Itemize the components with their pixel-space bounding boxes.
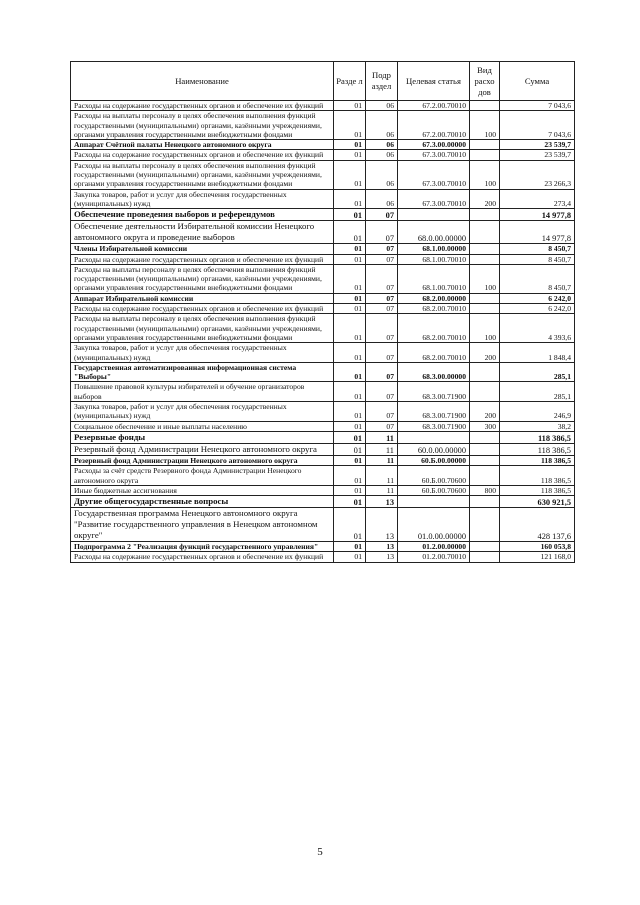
row-amount: 6 242,0 bbox=[500, 304, 575, 314]
row-section: 01 bbox=[334, 304, 366, 314]
table-row bbox=[71, 264, 575, 293]
row-target: 01.2.00.70010 bbox=[398, 552, 470, 562]
row-subsection: 06 bbox=[366, 189, 398, 209]
table-row bbox=[71, 160, 575, 189]
row-section: 01 bbox=[334, 466, 366, 486]
row-amount: 14 977,8 bbox=[500, 221, 575, 244]
row-name: Члены Избирательной комиссии bbox=[71, 244, 334, 254]
row-name: Расходы на содержание государственных органов и обеспечение их функций bbox=[71, 304, 334, 314]
row-subsection: 06 bbox=[366, 140, 398, 150]
table-row bbox=[71, 542, 575, 552]
row-target: 68.3.00.00000 bbox=[398, 362, 470, 382]
row-target: 67.3.00.70010 bbox=[398, 150, 470, 160]
header-subsection: Подр аздел bbox=[366, 62, 398, 101]
row-target: 68.3.00.71900 bbox=[398, 421, 470, 431]
row-expense-type bbox=[470, 496, 500, 508]
row-name: Обеспечение проведения выборов и референдумов bbox=[71, 209, 334, 221]
row-section: 01 bbox=[334, 221, 366, 244]
table-row bbox=[71, 244, 575, 254]
row-target: 68.3.00.71900 bbox=[398, 402, 470, 422]
header-section: Разде л bbox=[334, 62, 366, 101]
row-expense-type bbox=[470, 508, 500, 542]
page-number: 5 bbox=[317, 846, 323, 858]
table-header-row bbox=[71, 62, 575, 101]
row-amount: 160 053,8 bbox=[500, 542, 575, 552]
row-subsection: 06 bbox=[366, 150, 398, 160]
table-row bbox=[71, 443, 575, 455]
row-target: 68.0.00.00000 bbox=[398, 221, 470, 244]
row-subsection: 06 bbox=[366, 101, 398, 111]
row-section: 01 bbox=[334, 431, 366, 443]
row-section: 01 bbox=[334, 293, 366, 303]
row-expense-type bbox=[470, 362, 500, 382]
row-subsection: 07 bbox=[366, 244, 398, 254]
row-expense-type: 200 bbox=[470, 343, 500, 363]
row-name: Резервные фонды bbox=[71, 431, 334, 443]
row-section: 01 bbox=[334, 496, 366, 508]
row-expense-type bbox=[470, 455, 500, 465]
row-amount: 8 450,7 bbox=[500, 264, 575, 293]
row-target: 68.1.00.70010 bbox=[398, 254, 470, 264]
row-section: 01 bbox=[334, 150, 366, 160]
row-expense-type: 300 bbox=[470, 421, 500, 431]
header-name: Наименование bbox=[71, 62, 334, 101]
table-row bbox=[71, 552, 575, 562]
row-section: 01 bbox=[334, 485, 366, 495]
row-section: 01 bbox=[334, 455, 366, 465]
table-row bbox=[71, 150, 575, 160]
row-name: Повышение правовой культуры избирателей и обучение организаторов выборов bbox=[71, 382, 334, 402]
row-name: Расходы на содержание государственных органов и обеспечение их функций bbox=[71, 150, 334, 160]
row-expense-type bbox=[470, 466, 500, 486]
row-subsection: 07 bbox=[366, 254, 398, 264]
row-name: Расходы на содержание государственных органов и обеспечение их функций bbox=[71, 254, 334, 264]
row-subsection: 07 bbox=[366, 221, 398, 244]
table-body bbox=[71, 101, 575, 563]
table-row bbox=[71, 431, 575, 443]
row-section: 01 bbox=[334, 254, 366, 264]
row-target: 68.3.00.71900 bbox=[398, 382, 470, 402]
row-expense-type bbox=[470, 101, 500, 111]
row-amount: 6 242,0 bbox=[500, 293, 575, 303]
table-row bbox=[71, 362, 575, 382]
table-row bbox=[71, 485, 575, 495]
row-expense-type bbox=[470, 304, 500, 314]
row-target: 68.1.00.70010 bbox=[398, 264, 470, 293]
row-section: 01 bbox=[334, 314, 366, 343]
row-expense-type bbox=[470, 431, 500, 443]
row-amount: 118 386,5 bbox=[500, 431, 575, 443]
row-target: 67.2.00.70010 bbox=[398, 111, 470, 140]
row-name: Расходы на выплаты персоналу в целях обеспечения выполнения функций государственными (муниципальными) органами, казёнными учреждениями, органами управления государственными внебюджетными фондами bbox=[71, 314, 334, 343]
row-target: 68.2.00.70010 bbox=[398, 314, 470, 343]
row-amount: 246,9 bbox=[500, 402, 575, 422]
row-amount: 121 168,0 bbox=[500, 552, 575, 562]
row-expense-type bbox=[470, 254, 500, 264]
row-amount: 118 386,5 bbox=[500, 485, 575, 495]
table-row bbox=[71, 382, 575, 402]
row-subsection: 11 bbox=[366, 485, 398, 495]
row-amount: 23 539,7 bbox=[500, 140, 575, 150]
row-name: Закупка товаров, работ и услуг для обеспечения государственных (муниципальных) нужд bbox=[71, 343, 334, 363]
row-name: Иные бюджетные ассигнования bbox=[71, 485, 334, 495]
header-amount: Сумма bbox=[500, 62, 575, 101]
row-expense-type bbox=[470, 140, 500, 150]
row-target: 68.2.00.70010 bbox=[398, 343, 470, 363]
row-name: Расходы за счёт средств Резервного фонда Администрации Ненецкого автономного округа bbox=[71, 466, 334, 486]
row-section: 01 bbox=[334, 552, 366, 562]
row-amount: 7 043,6 bbox=[500, 111, 575, 140]
row-amount: 23 539,7 bbox=[500, 150, 575, 160]
row-subsection: 11 bbox=[366, 431, 398, 443]
row-expense-type bbox=[470, 150, 500, 160]
row-name: Аппарат Избирательной комиссии bbox=[71, 293, 334, 303]
row-amount: 14 977,8 bbox=[500, 209, 575, 221]
row-section: 01 bbox=[334, 111, 366, 140]
row-amount: 4 393,6 bbox=[500, 314, 575, 343]
row-target: 67.3.00.70010 bbox=[398, 160, 470, 189]
header-target: Целевая статья bbox=[398, 62, 470, 101]
row-subsection: 13 bbox=[366, 496, 398, 508]
row-expense-type bbox=[470, 209, 500, 221]
row-target bbox=[398, 209, 470, 221]
row-section: 01 bbox=[334, 160, 366, 189]
row-name: Аппарат Счётной палаты Ненецкого автономного округа bbox=[71, 140, 334, 150]
row-section: 01 bbox=[334, 101, 366, 111]
table-row bbox=[71, 101, 575, 111]
table-row bbox=[71, 343, 575, 363]
row-target: 60.Б.00.70600 bbox=[398, 466, 470, 486]
table-row bbox=[71, 421, 575, 431]
table-row bbox=[71, 402, 575, 422]
row-subsection: 07 bbox=[366, 421, 398, 431]
row-amount: 118 386,5 bbox=[500, 466, 575, 486]
row-subsection: 07 bbox=[366, 304, 398, 314]
row-section: 01 bbox=[334, 362, 366, 382]
table-row bbox=[71, 221, 575, 244]
table-row bbox=[71, 111, 575, 140]
row-expense-type: 200 bbox=[470, 189, 500, 209]
row-expense-type bbox=[470, 443, 500, 455]
table-row bbox=[71, 455, 575, 465]
row-expense-type: 800 bbox=[470, 485, 500, 495]
row-name: Закупка товаров, работ и услуг для обеспечения государственных (муниципальных) нужд bbox=[71, 189, 334, 209]
row-subsection: 07 bbox=[366, 264, 398, 293]
row-target: 60.Б.00.70600 bbox=[398, 485, 470, 495]
row-subsection: 11 bbox=[366, 443, 398, 455]
row-name: Государственная автоматизированная информационная система "Выборы" bbox=[71, 362, 334, 382]
row-target: 60.0.00.00000 bbox=[398, 443, 470, 455]
row-amount: 7 043,6 bbox=[500, 101, 575, 111]
row-expense-type bbox=[470, 293, 500, 303]
row-subsection: 11 bbox=[366, 455, 398, 465]
table-row bbox=[71, 189, 575, 209]
row-expense-type: 100 bbox=[470, 160, 500, 189]
row-name: Социальное обеспечение и иные выплаты населению bbox=[71, 421, 334, 431]
row-target: 68.2.00.70010 bbox=[398, 304, 470, 314]
row-section: 01 bbox=[334, 244, 366, 254]
row-name: Другие общегосударственные вопросы bbox=[71, 496, 334, 508]
row-amount: 428 137,6 bbox=[500, 508, 575, 542]
row-name: Расходы на выплаты персоналу в целях обеспечения выполнения функций государственными (муниципальными) органами, казёнными учреждениями, органами управления государственными внебюджетными фондами bbox=[71, 160, 334, 189]
row-section: 01 bbox=[334, 382, 366, 402]
row-amount: 38,2 bbox=[500, 421, 575, 431]
row-section: 01 bbox=[334, 189, 366, 209]
row-amount: 273,4 bbox=[500, 189, 575, 209]
row-expense-type bbox=[470, 244, 500, 254]
row-amount: 118 386,5 bbox=[500, 443, 575, 455]
row-target: 67.3.00.00000 bbox=[398, 140, 470, 150]
budget-table bbox=[70, 61, 575, 563]
row-section: 01 bbox=[334, 209, 366, 221]
row-target: 60.Б.00.00000 bbox=[398, 455, 470, 465]
row-subsection: 07 bbox=[366, 209, 398, 221]
row-expense-type: 100 bbox=[470, 314, 500, 343]
row-name: Расходы на содержание государственных органов и обеспечение их функций bbox=[71, 101, 334, 111]
row-name: Государственная программа Ненецкого автономного округа "Развитие государственного управления в Ненецком автономном округе" bbox=[71, 508, 334, 542]
row-target: 01.0.00.00000 bbox=[398, 508, 470, 542]
row-name: Расходы на выплаты персоналу в целях обеспечения выполнения функций государственными (муниципальными) органами, казёнными учреждениями, органами управления государственными внебюджетными фондами bbox=[71, 111, 334, 140]
table-row bbox=[71, 293, 575, 303]
row-section: 01 bbox=[334, 443, 366, 455]
row-subsection: 07 bbox=[366, 314, 398, 343]
row-name: Расходы на содержание государственных органов и обеспечение их функций bbox=[71, 552, 334, 562]
row-target: 01.2.00.00000 bbox=[398, 542, 470, 552]
row-amount: 1 848,4 bbox=[500, 343, 575, 363]
row-subsection: 13 bbox=[366, 542, 398, 552]
table-row bbox=[71, 304, 575, 314]
row-subsection: 07 bbox=[366, 343, 398, 363]
table-row bbox=[71, 496, 575, 508]
row-target: 68.1.00.00000 bbox=[398, 244, 470, 254]
row-amount: 8 450,7 bbox=[500, 254, 575, 264]
row-name: Резервный фонд Администрации Ненецкого автономного округа bbox=[71, 455, 334, 465]
row-expense-type bbox=[470, 221, 500, 244]
row-name: Резервный фонд Администрации Ненецкого автономного округа bbox=[71, 443, 334, 455]
row-subsection: 07 bbox=[366, 382, 398, 402]
table-row bbox=[71, 254, 575, 264]
row-amount: 8 450,7 bbox=[500, 244, 575, 254]
row-subsection: 13 bbox=[366, 508, 398, 542]
row-section: 01 bbox=[334, 264, 366, 293]
table-row bbox=[71, 209, 575, 221]
row-target: 67.2.00.70010 bbox=[398, 101, 470, 111]
row-target bbox=[398, 431, 470, 443]
row-name: Подпрограмма 2 "Реализация функций государственного управления" bbox=[71, 542, 334, 552]
row-amount: 630 921,5 bbox=[500, 496, 575, 508]
table-row bbox=[71, 466, 575, 486]
row-expense-type bbox=[470, 552, 500, 562]
row-name: Обеспечение деятельности Избирательной комиссии Ненецкого автономного округа и проведение выборов bbox=[71, 221, 334, 244]
row-amount: 23 266,3 bbox=[500, 160, 575, 189]
row-expense-type: 100 bbox=[470, 264, 500, 293]
row-subsection: 11 bbox=[366, 466, 398, 486]
row-amount: 285,1 bbox=[500, 382, 575, 402]
table-row bbox=[71, 314, 575, 343]
row-section: 01 bbox=[334, 508, 366, 542]
row-name: Закупка товаров, работ и услуг для обеспечения государственных (муниципальных) нужд bbox=[71, 402, 334, 422]
row-amount: 118 386,5 bbox=[500, 455, 575, 465]
row-target: 68.2.00.00000 bbox=[398, 293, 470, 303]
row-section: 01 bbox=[334, 542, 366, 552]
row-expense-type: 100 bbox=[470, 111, 500, 140]
row-section: 01 bbox=[334, 402, 366, 422]
row-section: 01 bbox=[334, 140, 366, 150]
row-subsection: 07 bbox=[366, 293, 398, 303]
row-subsection: 07 bbox=[366, 402, 398, 422]
row-subsection: 13 bbox=[366, 552, 398, 562]
row-section: 01 bbox=[334, 343, 366, 363]
row-expense-type bbox=[470, 382, 500, 402]
row-name: Расходы на выплаты персоналу в целях обеспечения выполнения функций государственными (муниципальными) органами, казёнными учреждениями, органами управления государственными внебюджетными фондами bbox=[71, 264, 334, 293]
table-row bbox=[71, 508, 575, 542]
table-row bbox=[71, 140, 575, 150]
row-expense-type bbox=[470, 542, 500, 552]
row-subsection: 07 bbox=[366, 362, 398, 382]
row-target: 67.3.00.70010 bbox=[398, 189, 470, 209]
row-amount: 285,1 bbox=[500, 362, 575, 382]
header-expense-type: Вид расхо дов bbox=[470, 62, 500, 101]
row-section: 01 bbox=[334, 421, 366, 431]
row-subsection: 06 bbox=[366, 160, 398, 189]
row-target bbox=[398, 496, 470, 508]
row-expense-type: 200 bbox=[470, 402, 500, 422]
row-subsection: 06 bbox=[366, 111, 398, 140]
